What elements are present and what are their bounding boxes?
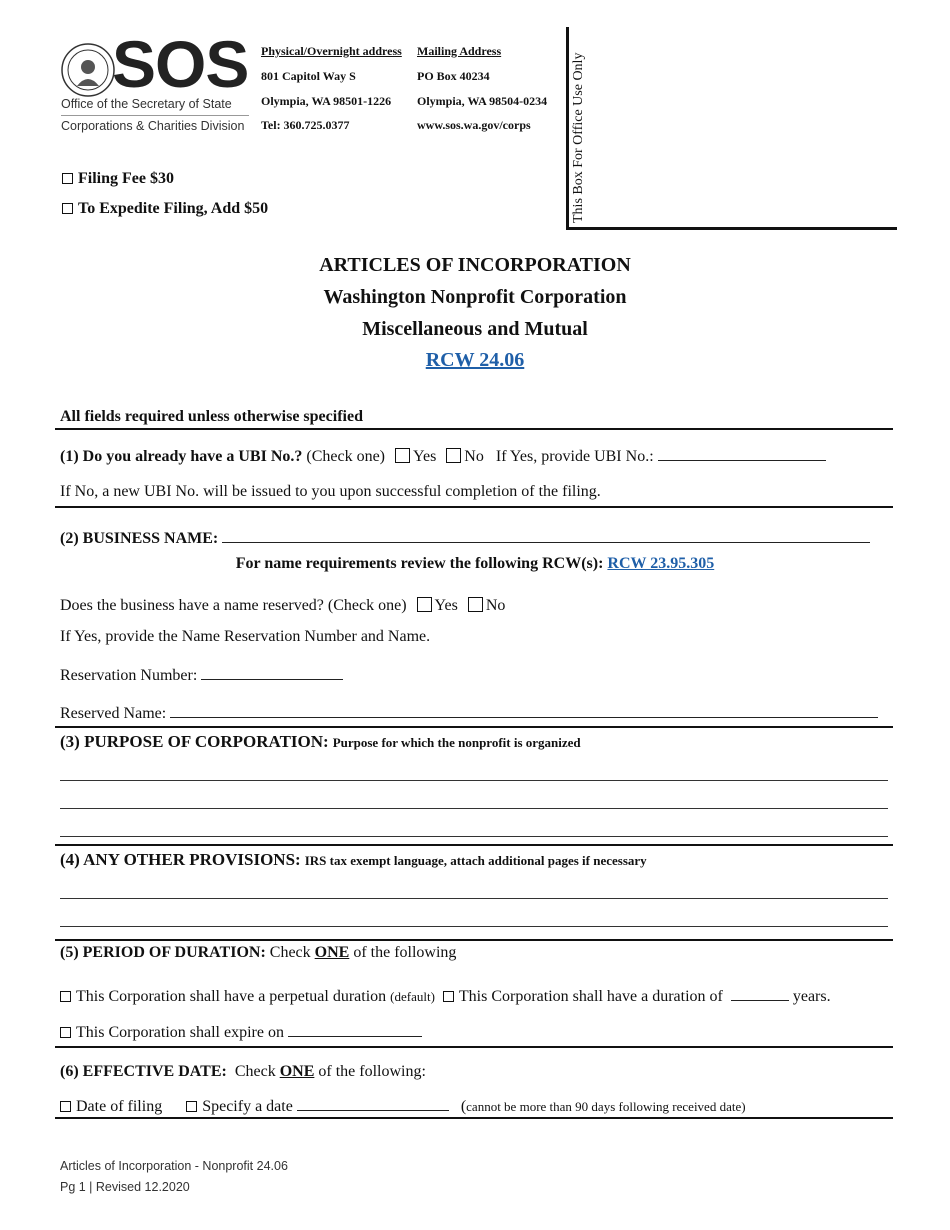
physical-city: Olympia, WA 98501-1226 — [261, 94, 392, 108]
page-subtitle: Washington Nonprofit Corporation — [323, 286, 627, 308]
rcw-23-95-305-link[interactable]: RCW 23.95.305 — [607, 555, 715, 572]
logo-office: Office of the Secretary of State — [61, 97, 232, 111]
footer-page: Pg 1 | Revised 12.2020 — [60, 1180, 190, 1194]
specify-date-checkbox[interactable] — [186, 1101, 197, 1112]
mailing-box: PO Box 40234 — [417, 69, 490, 83]
fixed-duration-label: This Corporation shall have a duration of — [458, 988, 723, 1005]
business-name-field[interactable] — [222, 528, 870, 543]
reserved-name-field[interactable] — [170, 703, 878, 718]
ubi-yes-label: Yes — [413, 448, 437, 465]
ubi-question-label: (1) Do you already have a UBI No.? — [60, 448, 303, 465]
ubi-no-label: No — [464, 448, 484, 465]
expedite-checkbox[interactable] — [62, 203, 73, 214]
business-name-row — [60, 528, 870, 548]
date-note: cannot be more than 90 days following received date) — [466, 1099, 746, 1114]
provisions-line-2[interactable] — [60, 926, 888, 927]
filing-fee-option[interactable] — [62, 170, 174, 188]
logo-main: SOS — [112, 27, 249, 101]
rcw-24-06-link[interactable]: RCW 24.06 — [425, 349, 525, 371]
reservation-instruction: If Yes, provide the Name Reservation Number and Name. — [60, 628, 431, 645]
divider — [55, 1117, 893, 1119]
duration-options-row — [60, 986, 831, 1006]
logo-divider — [61, 115, 249, 116]
ubi-question-row — [60, 446, 826, 466]
duration-one-text: ONE — [314, 944, 350, 961]
sos-logo — [60, 27, 255, 136]
physical-address-heading: Physical/Overnight address — [261, 44, 402, 58]
effective-date-options-row — [60, 1096, 746, 1116]
physical-street: 801 Capitol Way S — [261, 69, 356, 83]
business-name-label: (2) BUSINESS NAME: — [60, 530, 219, 547]
name-requirements-row — [0, 555, 950, 573]
mailing-city: Olympia, WA 98504-0234 — [417, 94, 548, 108]
perpetual-default: (default) — [390, 989, 435, 1004]
perpetual-label: This Corporation shall have a perpetual duration — [76, 988, 387, 1005]
purpose-line-3[interactable] — [60, 836, 888, 837]
logo-division: Corporations & Charities Division — [61, 119, 245, 133]
reserved-yes-checkbox[interactable] — [417, 597, 432, 612]
name-reserved-row — [60, 597, 505, 615]
provisions-line-1[interactable] — [60, 898, 888, 899]
purpose-line-2[interactable] — [60, 808, 888, 809]
other-provisions-label: (4) ANY OTHER PROVISIONS: — [60, 850, 301, 869]
check-one-text: (Check one) — [306, 448, 386, 465]
ubi-note: If No, a new UBI No. will be issued to you upon successful completion of the filing. — [60, 483, 601, 500]
duration-heading — [60, 944, 456, 962]
ubi-no-checkbox[interactable] — [446, 448, 461, 463]
expire-option-row — [60, 1022, 422, 1042]
specify-date-field[interactable] — [297, 1096, 449, 1111]
expedite-label: To Expedite Filing, Add $50 — [78, 200, 269, 217]
name-reserved-question: Does the business have a name reserved? (Check one) — [60, 597, 407, 614]
required-note: All fields required unless otherwise specified — [60, 408, 363, 425]
expire-checkbox[interactable] — [60, 1027, 71, 1038]
reserved-yes-label: Yes — [434, 597, 458, 614]
divider — [55, 1046, 893, 1048]
divider — [55, 844, 893, 846]
effective-rest-text: of the following: — [318, 1063, 426, 1080]
rcw-link-row — [0, 349, 950, 372]
divider — [55, 506, 893, 508]
reservation-number-field[interactable] — [201, 665, 343, 680]
name-requirements-text: For name requirements review the following RCW(s): — [235, 555, 604, 572]
page-subtitle-2: Miscellaneous and Mutual — [362, 318, 588, 340]
state-seal-icon — [60, 42, 116, 98]
purpose-line-1[interactable] — [60, 780, 888, 781]
expire-date-field[interactable] — [288, 1022, 422, 1037]
effective-one-text: ONE — [279, 1063, 315, 1080]
effective-date-heading — [60, 1063, 426, 1081]
perpetual-checkbox[interactable] — [60, 991, 71, 1002]
duration-years-field[interactable] — [731, 986, 789, 1001]
other-provisions-heading — [60, 850, 647, 870]
other-provisions-sublabel: IRS tax exempt language, attach additional pages if necessary — [304, 853, 647, 868]
mailing-web: www.sos.wa.gov/corps — [417, 118, 531, 132]
reserved-name-row — [60, 703, 878, 723]
divider — [55, 939, 893, 941]
duration-check-text: Check — [269, 944, 311, 961]
duration-label: (5) PERIOD OF DURATION: — [60, 944, 266, 961]
date-note-paren: ( — [460, 1098, 467, 1115]
purpose-heading — [60, 732, 581, 752]
footer-doc-name: Articles of Incorporation - Nonprofit 24.06 — [60, 1159, 288, 1173]
reserved-no-checkbox[interactable] — [468, 597, 483, 612]
ubi-number-field[interactable] — [658, 446, 826, 461]
ubi-yes-checkbox[interactable] — [395, 448, 410, 463]
filing-fee-checkbox[interactable] — [62, 173, 73, 184]
years-label: years. — [792, 988, 831, 1005]
mailing-address-heading: Mailing Address — [417, 44, 502, 58]
office-use-label: This Box For Office Use Only — [571, 52, 586, 223]
ubi-provide-label: If Yes, provide UBI No.: — [495, 448, 654, 465]
filing-fee-label: Filing Fee $30 — [78, 170, 174, 187]
expire-label: This Corporation shall expire on — [76, 1024, 284, 1041]
effective-date-label: (6) EFFECTIVE DATE: — [60, 1063, 227, 1080]
reserved-name-label: Reserved Name: — [60, 705, 167, 722]
divider — [55, 428, 893, 430]
divider — [55, 726, 893, 728]
effective-check-text: Check — [234, 1063, 276, 1080]
reservation-number-label: Reservation Number: — [60, 667, 198, 684]
page-title: ARTICLES OF INCORPORATION — [319, 254, 631, 276]
office-use-box — [566, 27, 897, 230]
duration-rest-text: of the following — [353, 944, 457, 961]
purpose-sublabel: Purpose for which the nonprofit is organized — [332, 735, 581, 750]
purpose-label: (3) PURPOSE OF CORPORATION: — [60, 732, 329, 751]
fixed-duration-checkbox[interactable] — [443, 991, 454, 1002]
date-of-filing-checkbox[interactable] — [60, 1101, 71, 1112]
expedite-option[interactable] — [62, 200, 268, 218]
specify-date-label: Specify a date — [202, 1098, 293, 1115]
reservation-number-row — [60, 665, 343, 685]
physical-tel: Tel: 360.725.0377 — [261, 118, 350, 132]
reserved-no-label: No — [485, 597, 506, 614]
date-of-filing-label: Date of filing — [76, 1098, 163, 1115]
